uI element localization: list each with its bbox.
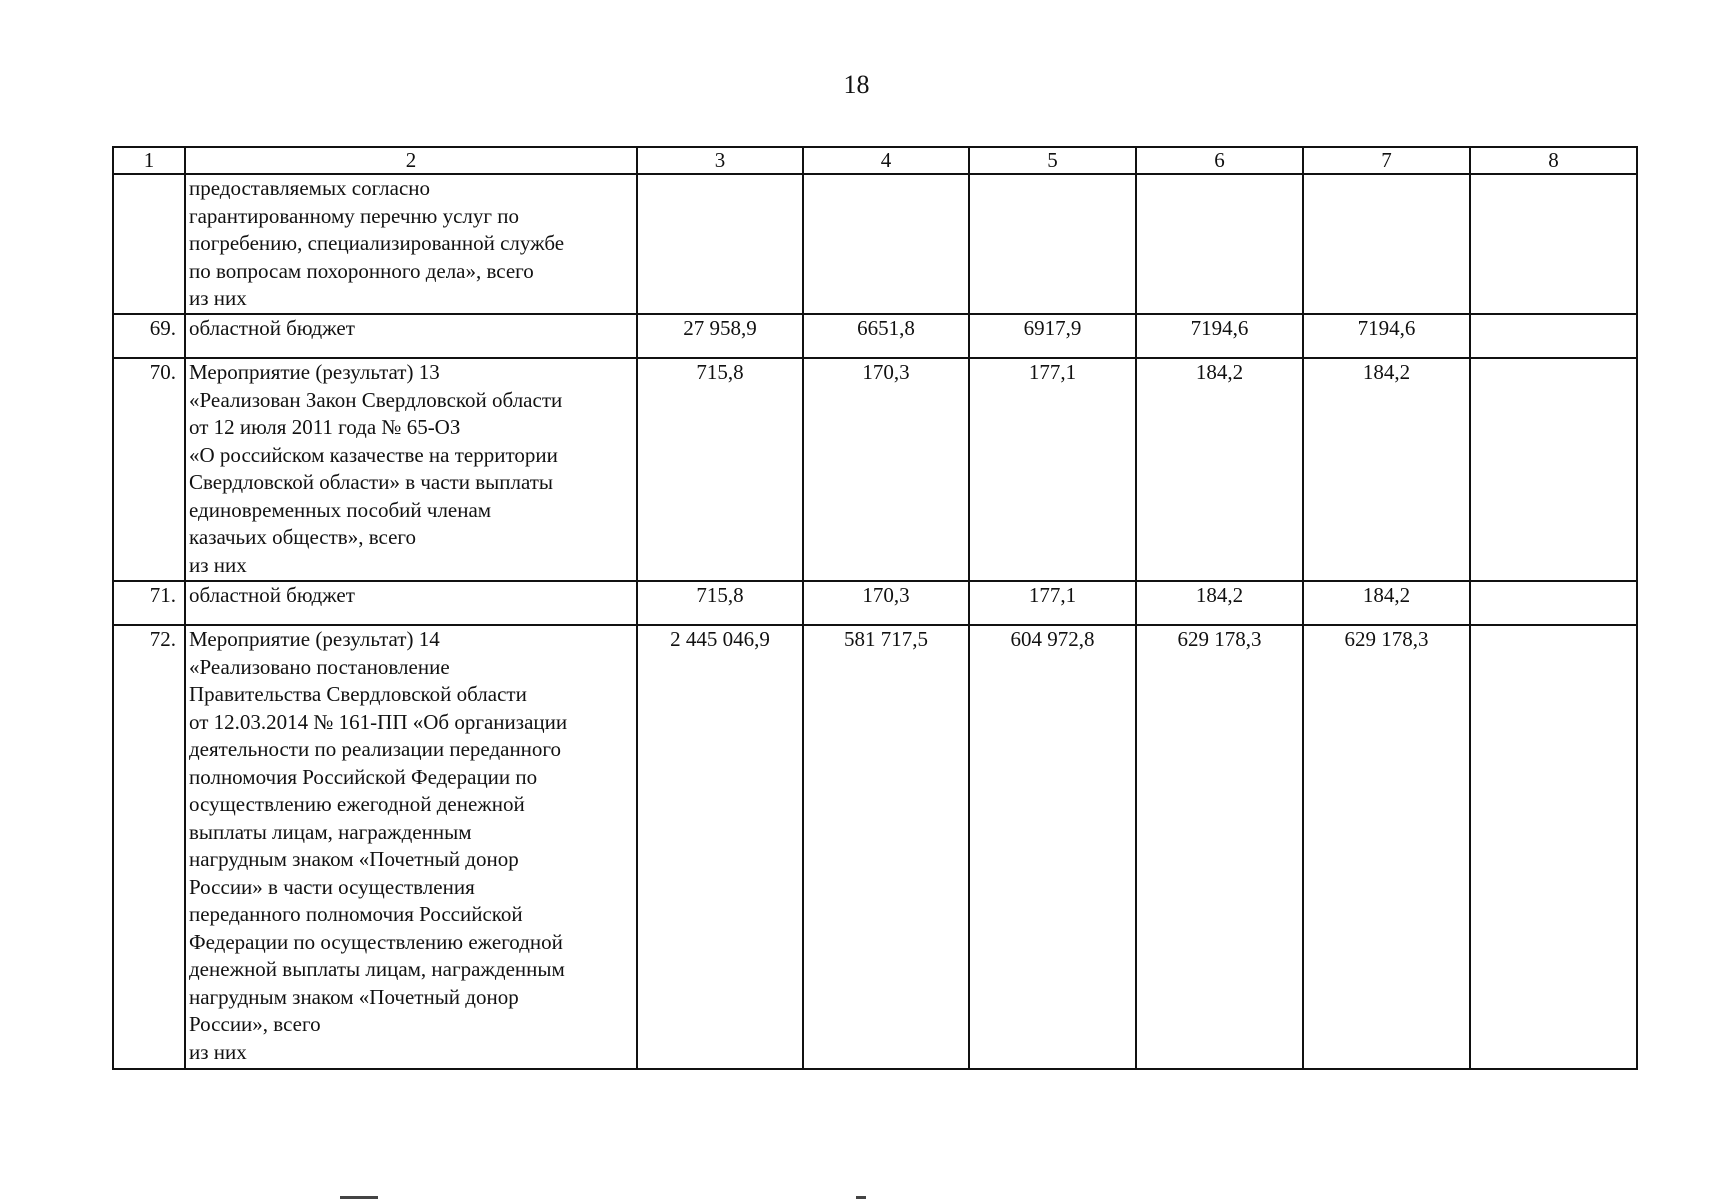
value-cell: 715,8 [637, 581, 803, 625]
budget-table [112, 146, 1638, 1070]
header-cell: 5 [969, 147, 1136, 174]
value-cell: 629 178,3 [1303, 625, 1470, 1069]
value-cell [969, 174, 1136, 314]
value-cell: 177,1 [969, 581, 1136, 625]
value-cell: 604 972,8 [969, 625, 1136, 1069]
header-cell: 1 [113, 147, 185, 174]
value-cell: 184,2 [1136, 581, 1303, 625]
value-cell [1303, 174, 1470, 314]
header-cell: 7 [1303, 147, 1470, 174]
row-number: 71. [113, 581, 185, 625]
header-cell: 3 [637, 147, 803, 174]
value-cell: 184,2 [1136, 358, 1303, 581]
value-cell: 177,1 [969, 358, 1136, 581]
value-cell: 184,2 [1303, 358, 1470, 581]
scan-artifact [340, 1196, 378, 1199]
table-row [113, 358, 1637, 581]
row-number: 70. [113, 358, 185, 581]
value-cell [1470, 625, 1637, 1069]
value-cell: 6651,8 [803, 314, 969, 358]
value-cell: 6917,9 [969, 314, 1136, 358]
header-cell: 2 [185, 147, 637, 174]
header-cell: 4 [803, 147, 969, 174]
value-cell: 629 178,3 [1136, 625, 1303, 1069]
value-cell: 2 445 046,9 [637, 625, 803, 1069]
value-cell [1470, 358, 1637, 581]
row-number: 69. [113, 314, 185, 358]
table-row [113, 314, 1637, 358]
header-cell: 8 [1470, 147, 1637, 174]
header-cell: 6 [1136, 147, 1303, 174]
table-row [113, 581, 1637, 625]
value-cell [1470, 581, 1637, 625]
header-row [113, 147, 1637, 174]
row-description: предоставляемых согласно гарантированному перечню услуг по погребению, специализированной службе по вопросам похоронного дела», всего из них [185, 174, 637, 314]
value-cell [1470, 174, 1637, 314]
row-description: Мероприятие (результат) 14 «Реализовано постановление Правительства Свердловской области от 12.03.2014 № 161-ПП «Об организации деятельности по реализации переданного полномочия Российской Федерации по осуществлению ежегодной денежной выплаты лицам, награжденным нагрудным знаком «Почетный донор России» в части осуществления переданного полномочия Российской Федерации по осуществлению ежегодной денежной выплаты лицам, награжденным нагрудным знаком «Почетный донор России», всего из них [185, 625, 637, 1069]
value-cell [637, 174, 803, 314]
scan-artifact [856, 1196, 866, 1199]
value-cell [1136, 174, 1303, 314]
value-cell: 27 958,9 [637, 314, 803, 358]
value-cell: 170,3 [803, 358, 969, 581]
value-cell [803, 174, 969, 314]
value-cell: 581 717,5 [803, 625, 969, 1069]
value-cell: 170,3 [803, 581, 969, 625]
value-cell: 7194,6 [1303, 314, 1470, 358]
value-cell [1470, 314, 1637, 358]
value-cell: 7194,6 [1136, 314, 1303, 358]
row-number: 72. [113, 625, 185, 1069]
table-row [113, 174, 1637, 314]
row-number [113, 174, 185, 314]
value-cell: 715,8 [637, 358, 803, 581]
row-description: областной бюджет [185, 314, 637, 358]
row-description: Мероприятие (результат) 13 «Реализован Закон Свердловской области от 12 июля 2011 года № 65-ОЗ «О российском казачестве на территории Свердловской области» в части выплаты единовременных пособий членам казачьих обществ», всего из них [185, 358, 637, 581]
table-row [113, 625, 1637, 1069]
row-description: областной бюджет [185, 581, 637, 625]
value-cell: 184,2 [1303, 581, 1470, 625]
page-number: 18 [843, 70, 870, 99]
